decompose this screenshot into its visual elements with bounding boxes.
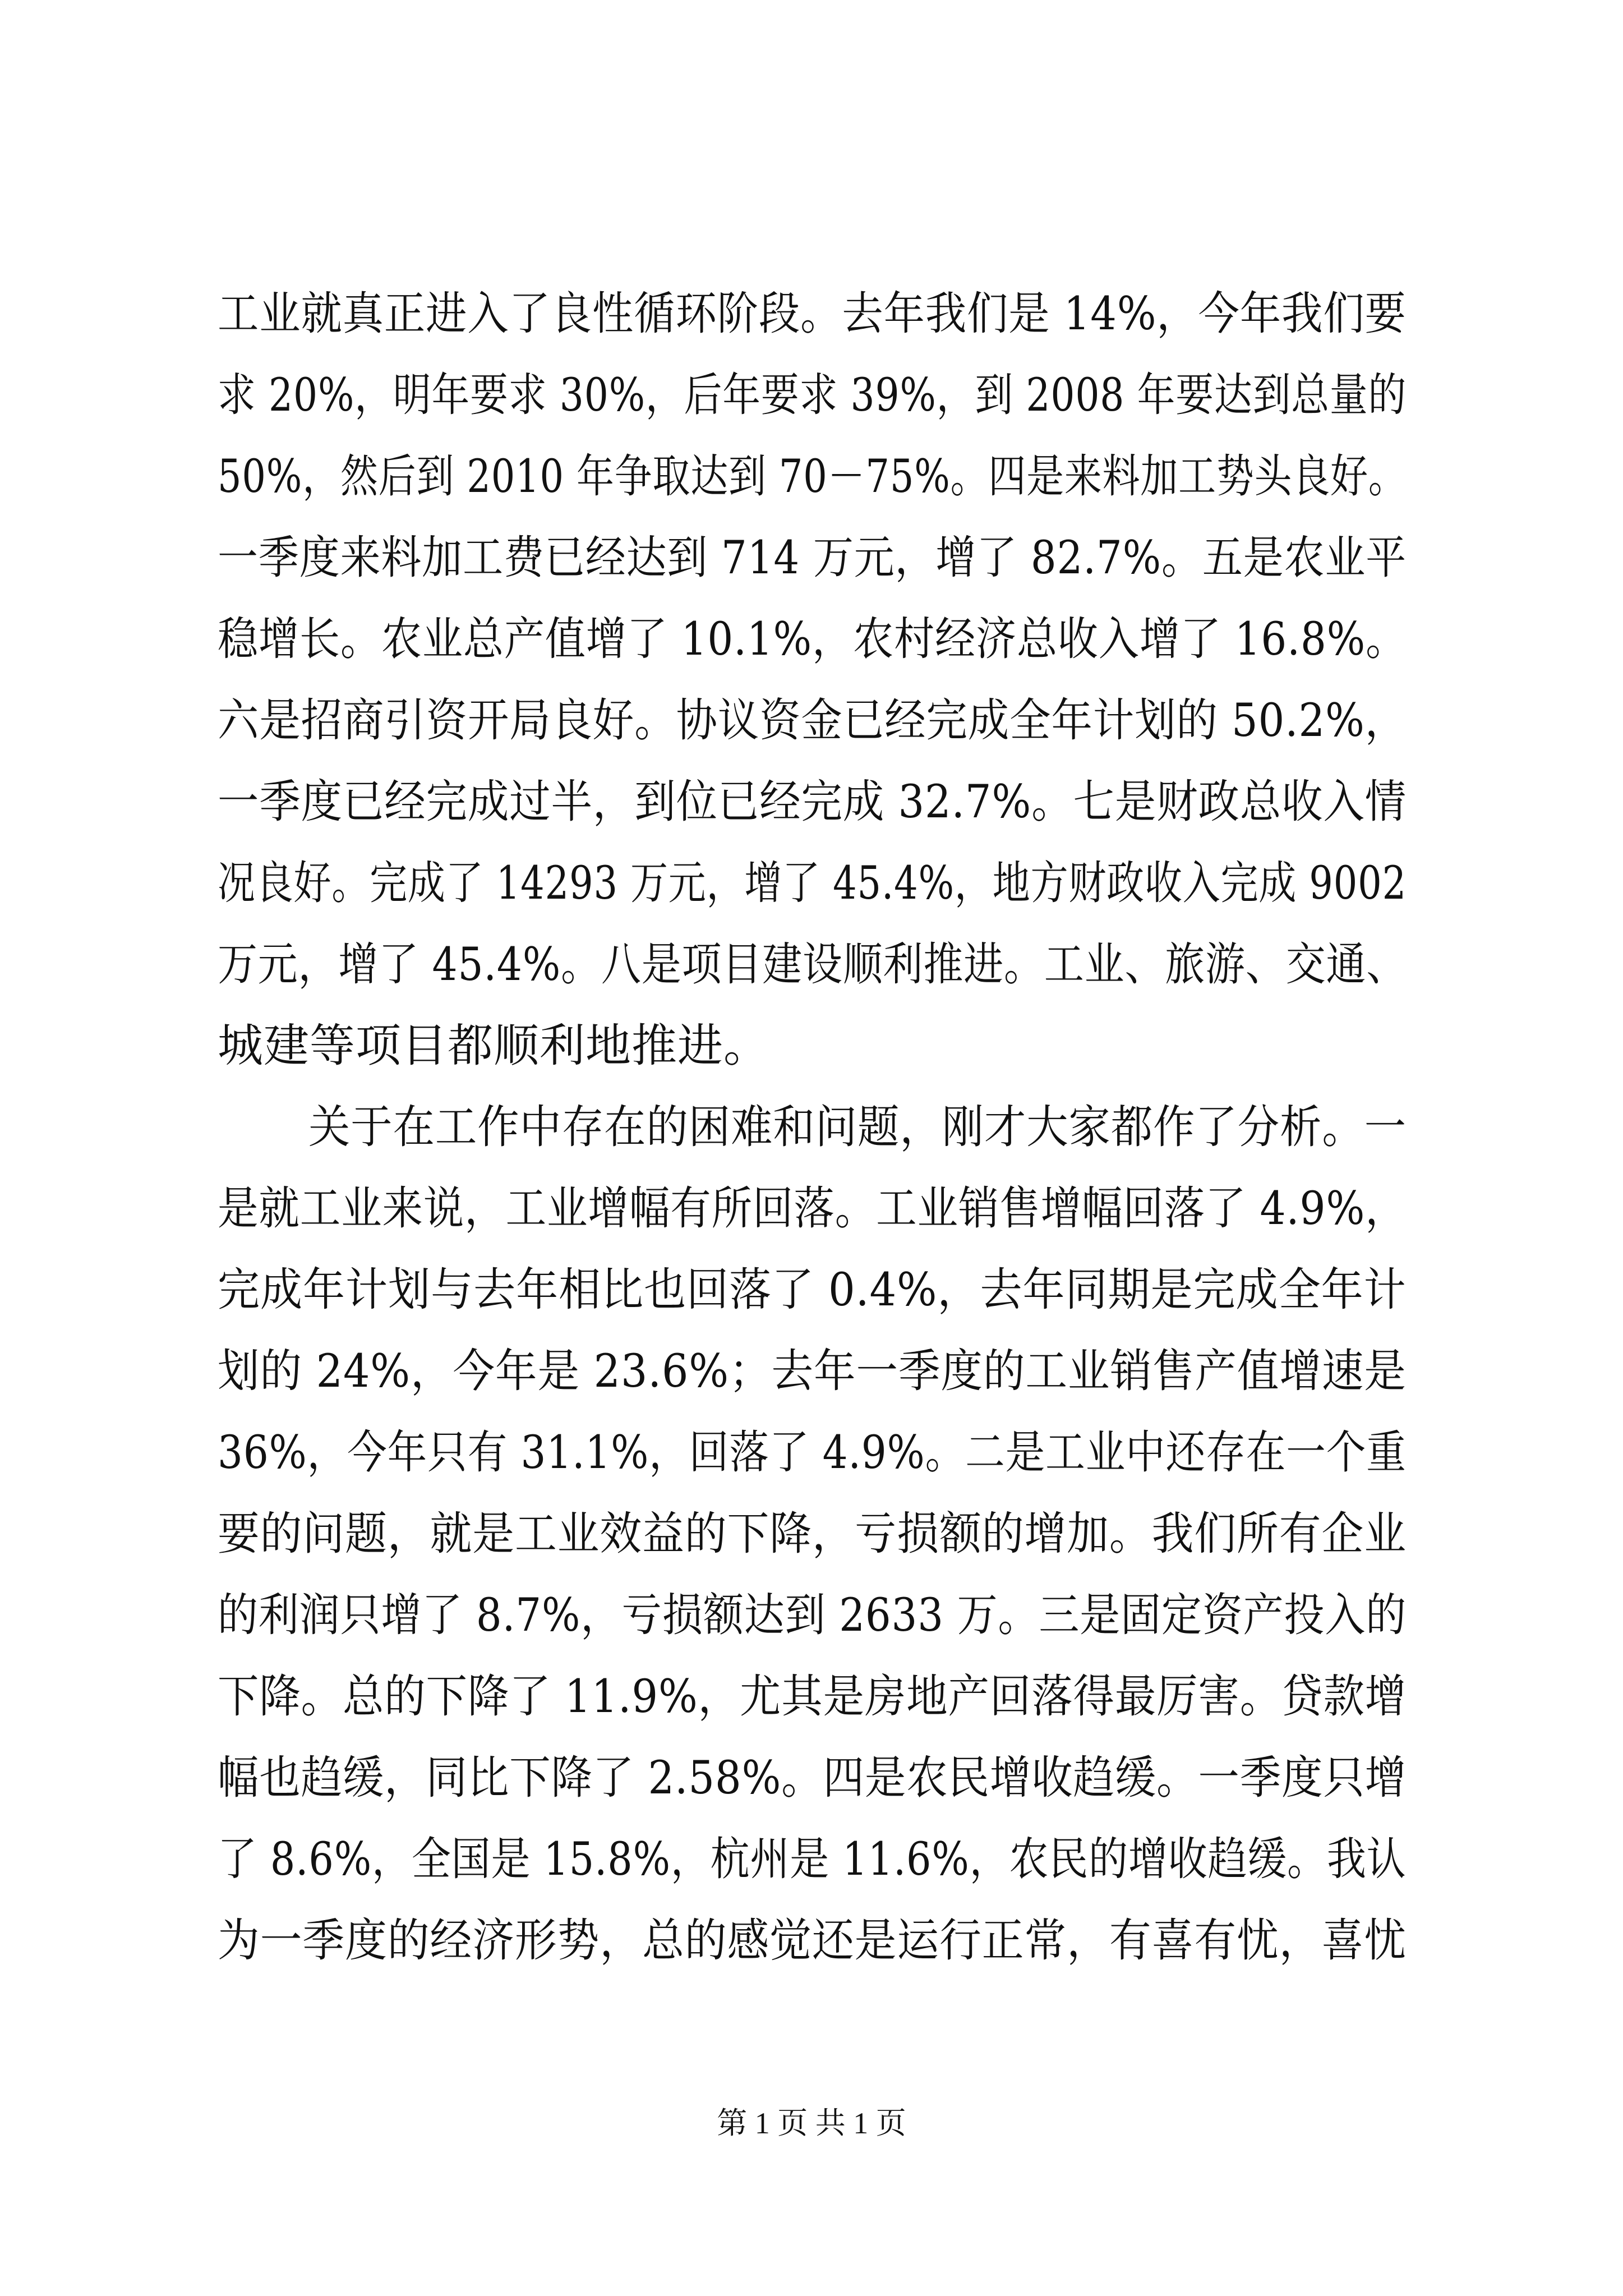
text-line: 为一季度的经济形势，总的感觉还是运行正常，有喜有忧，喜忧 [218,1915,1407,1967]
text-line: 六是招商引资开局良好。协议资金已经完成全年计划的 50.2%， [218,694,1407,747]
text-line: 求 20%，明年要求 30%，后年要求 39%，到 2008 年要达到总量的 [218,369,1407,422]
text-line: 工业就真正进入了良性循环阶段。去年我们是 14%，今年我们要 [218,288,1407,341]
text-line: 是就工业来说，工业增幅有所回落。工业销售增幅回落了 4.9%， [218,1182,1407,1235]
text-line: 幅也趋缓，同比下降了 2.58%。四是农民增收趋缓。一季度只增 [218,1752,1407,1805]
text-line: 了 8.6%，全国是 15.8%，杭州是 11.6%，农民的增收趋缓。我认 [218,1833,1407,1886]
text-line: 城建等项目都顺利地推进。 [218,1020,770,1073]
text-line: 万元，增了 45.4%。八是项目建设顺利推进。工业、旅游、交通、 [218,938,1407,991]
text-line: 的利润只增了 8.7%，亏损额达到 2633 万。三是固定资产投入的 [218,1589,1407,1642]
text-line: 完成年计划与去年相比也回落了 0.4%，去年同期是完成全年计 [218,1264,1407,1317]
text-line: 36%，今年只有 31.1%，回落了 4.9%。二是工业中还存在一个重 [218,1427,1407,1479]
text-line: 一季度已经完成过半，到位已经完成 32.7%。七是财政总收入情 [218,776,1407,829]
text-line: 下降。总的下降了 11.9%，尤其是房地产回落得最厉害。贷款增 [218,1671,1407,1723]
page-number-footer: 第 1 页 共 1 页 [717,2106,906,2140]
text-line: 划的 24%，今年是 23.6%；去年一季度的工业销售产值增速是 [218,1345,1407,1398]
text-line: 关于在工作中存在的困难和问题，刚才大家都作了分析。一 [308,1101,1407,1154]
text-line: 一季度来料加工费已经达到 714 万元，增了 82.7%。五是农业平 [218,532,1407,585]
text-line: 稳增长。农业总产值增了 10.1%，农村经济总收入增了 16.8%。 [218,613,1407,666]
text-line: 要的问题，就是工业效益的下降，亏损额的增加。我们所有企业 [218,1508,1407,1561]
text-line: 况良好。完成了 14293 万元，增了 45.4%，地方财政收入完成 9002 [218,857,1407,910]
text-line: 50%，然后到 2010 年争取达到 70－75%。四是来料加工势头良好。 [218,450,1407,503]
